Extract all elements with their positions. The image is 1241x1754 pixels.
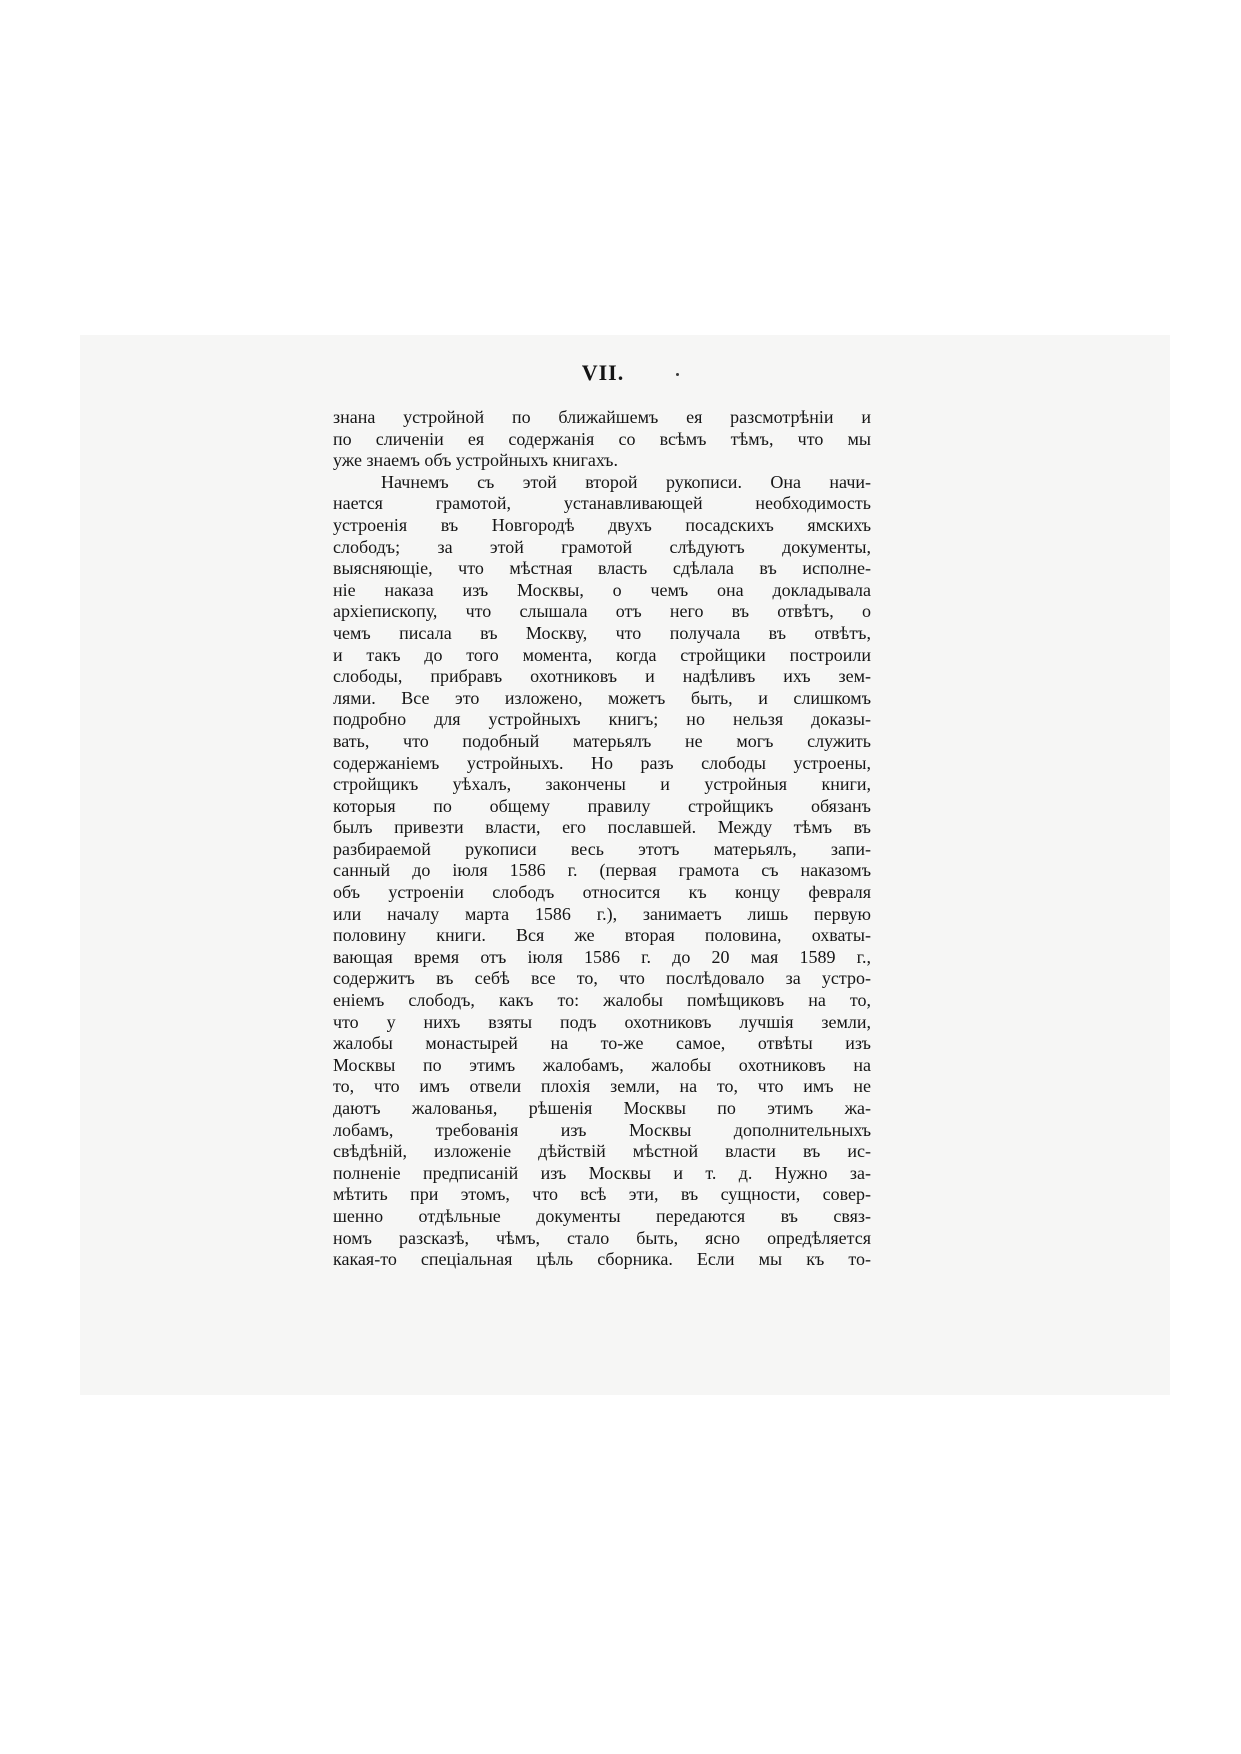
- text-line: архіепископу, что слышала отъ него въ отвѣтъ, о: [333, 601, 871, 622]
- text-line: объ устроеніи слободъ относится къ концу февраля: [333, 882, 871, 903]
- text-line: половину книги. Вся же вторая половина, охваты-: [333, 925, 871, 946]
- text-line: Начнемъ съ этой второй рукописи. Она начи-: [381, 471, 871, 492]
- text-line: стройщикъ уѣхалъ, закончены и устройныя книги,: [333, 774, 871, 795]
- text-line: полненіе предписаній изъ Москвы и т. д. Нужно за-: [333, 1162, 871, 1183]
- text-line: по сличеніи ея содержанія со всѣмъ тѣмъ, что мы: [333, 428, 871, 449]
- text-line: разбираемой рукописи весь этотъ матерьялъ, запи-: [333, 838, 871, 859]
- text-line: подробно для устройныхъ книгъ; но нельзя доказы-: [333, 709, 871, 730]
- text-line: Москвы по этимъ жалобамъ, жалобы охотниковъ на: [333, 1054, 871, 1075]
- text-line: даютъ жалованья, рѣшенія Москвы по этимъ жа-: [333, 1098, 871, 1118]
- text-line: ніе наказа изъ Москвы, о чемъ она докладывала: [333, 579, 871, 600]
- text-line: слободы, прибравъ охотниковъ и надѣливъ ихъ зем-: [333, 666, 871, 687]
- text-line: вающая время отъ іюля 1586 г. до 20 мая 1589 г.,: [333, 946, 871, 967]
- text-line: и такъ до того момента, когда стройщики построили: [333, 644, 871, 665]
- text-line: номъ разсказѣ, чѣмъ, стало быть, ясно опредѣляется: [333, 1227, 871, 1248]
- text-line: уже знаемъ объ устройныхъ книгахъ.: [333, 450, 618, 471]
- text-line: нается грамотой, устанавливающей необходимость: [333, 493, 871, 514]
- text-line: лобамъ, требованія изъ Москвы дополнительныхъ: [333, 1119, 871, 1140]
- text-line: вать, что подобный матерьялъ не могъ служить: [333, 730, 871, 751]
- text-line: или началу марта 1586 г.), занимаетъ лишь первую: [333, 903, 871, 924]
- text-line: свѣдѣній, изложеніе дѣйствій мѣстной власти въ ис-: [333, 1141, 871, 1162]
- text-line: еніемъ слободъ, какъ то: жалобы помѣщиковъ на то,: [333, 990, 871, 1011]
- text-line: санный до іюля 1586 г. (первая грамота съ наказомъ: [333, 860, 871, 881]
- text-line: чемъ писала въ Москву, что получала въ отвѣтъ,: [333, 622, 871, 643]
- text-line: знана устройной по ближайшемъ ея разсмотрѣніи и: [333, 407, 871, 427]
- text-line: выясняющіе, что мѣстная власть сдѣлала въ исполне-: [333, 558, 871, 579]
- text-line: слободъ; за этой грамотой слѣдуютъ документы,: [333, 536, 871, 557]
- print-speck: [676, 373, 679, 376]
- text-line: содержитъ въ себѣ все то, что послѣдовало за устро-: [333, 968, 871, 989]
- text-line: устроенія въ Новгородѣ двухъ посадскихъ ямскихъ: [333, 514, 871, 535]
- text-line: былъ привезти власти, его пославшей. Между тѣмъ въ: [333, 817, 871, 838]
- text-line: мѣтить при этомъ, что всѣ эти, въ сущности, совер-: [333, 1184, 871, 1205]
- body-text: [333, 407, 871, 1271]
- text-line: какая-то спеціальная цѣль сборника. Если мы къ то-: [333, 1249, 871, 1270]
- text-line: жалобы монастырей на то-же самое, отвѣты изъ: [333, 1033, 871, 1054]
- text-line: содержаніемъ устройныхъ. Но разъ слободы устроены,: [333, 752, 871, 773]
- text-line: лями. Все это изложено, можетъ быть, и слишкомъ: [333, 687, 871, 708]
- text-line: что у нихъ взяты подъ охотниковъ лучшія земли,: [333, 1011, 871, 1032]
- text-line: шенно отдѣльные документы передаются въ связ-: [333, 1205, 871, 1226]
- text-line: которыя по общему правилу стройщикъ обязанъ: [333, 795, 871, 816]
- page-number: VII.: [581, 360, 625, 385]
- text-line: то, что имъ отвели плохія земли, на то, что имъ не: [333, 1076, 871, 1097]
